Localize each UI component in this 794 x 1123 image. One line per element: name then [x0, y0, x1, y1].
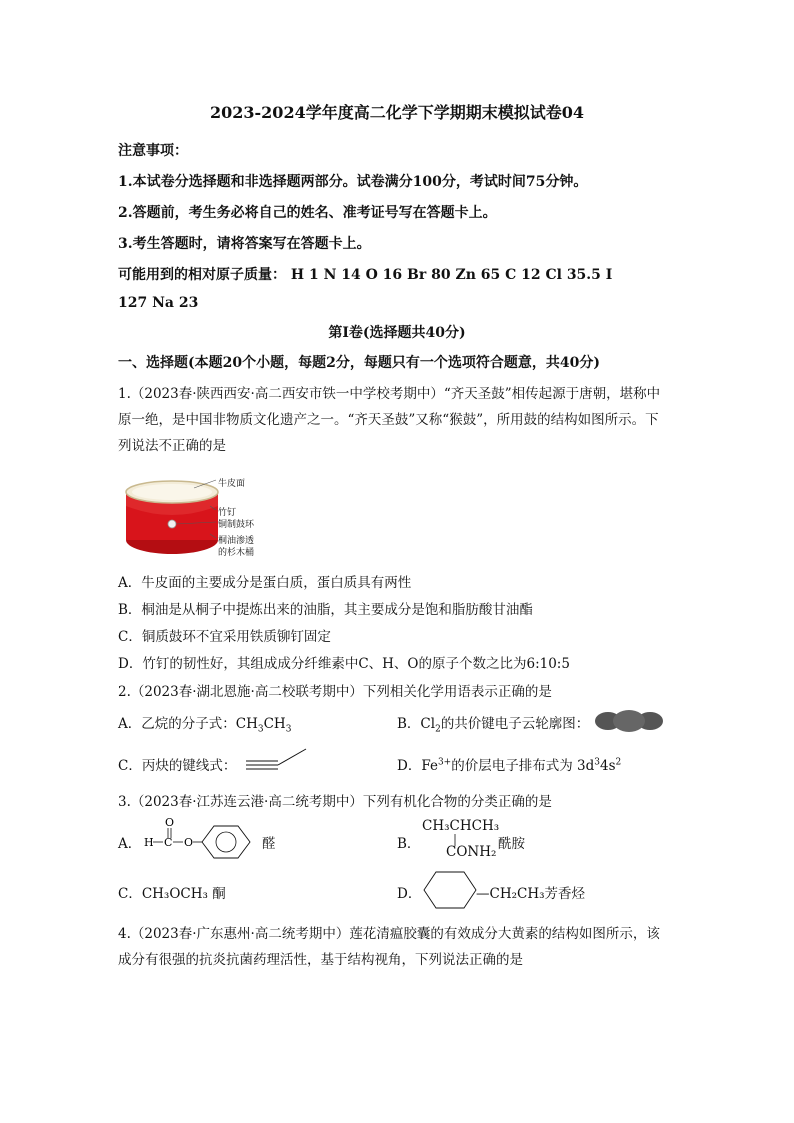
- q3-option-b-top: CH₃CHCH₃: [422, 818, 500, 834]
- q2-option-b: B．$Cl_2$的共价键电子云轮廓图：: [397, 716, 590, 735]
- q2-stem: 2.（2023春·湖北恩施·高二校联考期中）下列相关化学用语表示正确的是: [118, 684, 552, 700]
- drum-label-skin: 牛皮面: [218, 479, 246, 489]
- q1-stem-line-2: 原一绝，是中国非物质文化遗产之一。“齐天圣鼓”又称“猴鼓”，所用鼓的结构如图所示。下: [118, 412, 659, 428]
- atomic-masses-line-2: 127 Na 23: [118, 295, 199, 311]
- q3-option-d-label: D．: [397, 886, 422, 902]
- q1-option-d: D．竹钉的韧性好，其组成成分纤维素中C、H、O的原子个数之比为6:10:5: [118, 656, 570, 672]
- drum-label-nail: 竹钉: [218, 508, 237, 518]
- q3-option-d-substituent: —CH₂CH₃芳香烃: [476, 886, 586, 902]
- drum-label-barrel-1: 桐油渗透: [218, 536, 255, 546]
- q4-stem-line-1: 4.（2023春·广东惠州·高二统考期中）莲花清瘟胶囊的有效成分大黄素的结构如图所示，该: [118, 926, 660, 942]
- notes-heading: 注意事项：: [118, 143, 188, 159]
- q3-option-a-label: A．: [118, 836, 142, 852]
- page-title: 2023-2024学年度高二化学下学期期末模拟试卷04: [210, 103, 584, 122]
- drum-figure: [124, 472, 294, 562]
- q3-option-b-class: 酰胺: [498, 836, 525, 852]
- q3-option-c: C．CH₃OCH₃ 酮: [118, 886, 226, 902]
- drum-label-barrel-2: 的杉木桶: [218, 548, 255, 558]
- note-item-3: 3.考生答题时，请将答案写在答题卡上。: [118, 236, 371, 252]
- cyclohexane-ring: [420, 870, 482, 910]
- q3-option-b-bottom: CONH₂: [446, 844, 497, 860]
- atomic-masses-line-1: 可能用到的相对原子质量： H 1 N 14 O 16 Br 80 Zn 65 C 12 Cl 35.5 I: [118, 267, 613, 283]
- atom-o-ester: O: [184, 836, 194, 849]
- q1-option-c: C．铜质鼓环不宜采用铁质铆钉固定: [118, 629, 331, 645]
- q2-option-a: A．乙烷的分子式：$CH_3CH_3$: [118, 716, 292, 735]
- volume-title: 第Ⅰ卷(选择题共40分): [328, 325, 466, 341]
- electron-cloud-figure: [594, 708, 664, 734]
- note-item-1: 1.本试卷分选择题和非选择题两部分。试卷满分100分，考试时间75分钟。: [118, 174, 588, 190]
- atom-o-carbonyl: O: [165, 816, 175, 829]
- q1-option-b: B．桐油是从桐子中提炼出来的油脂，其主要成分是饱和脂肪酸甘油酯: [118, 602, 533, 618]
- q4-stem-line-2: 成分有很强的抗炎抗菌药理活性，基于结构视角，下列说法正确的是: [118, 952, 523, 968]
- atom-h: H: [144, 836, 154, 849]
- phenyl-formate-structure: [142, 814, 262, 860]
- part-title: 一、选择题(本题20个小题，每题2分，每题只有一个选项符合题意，共40分): [118, 355, 600, 371]
- q1-option-a: A．牛皮面的主要成分是蛋白质，蛋白质具有两性: [118, 575, 412, 591]
- note-item-2: 2.答题前，考生务必将自己的姓名、准考证号写在答题卡上。: [118, 205, 497, 221]
- q1-stem-line-1: 1.（2023春·陕西西安·高二西安市铁一中学校考期中）“齐天圣鼓”相传起源于唐朝，堪称中: [118, 386, 661, 402]
- q3-stem: 3.（2023春·江苏连云港·高二统考期中）下列有机化合物的分类正确的是: [118, 794, 552, 810]
- q3-option-b-label: B．: [397, 836, 421, 852]
- q3-option-a-class: 醛: [262, 836, 276, 852]
- propyne-bond-line-figure: [244, 746, 310, 770]
- drum-label-ring: 铜制鼓环: [218, 520, 255, 530]
- q1-stem-line-3: 列说法不正确的是: [118, 438, 226, 454]
- q2-option-d: D．$Fe^{3+}$的价层电子排布式为 $3d^34s^2$: [397, 757, 622, 774]
- atom-c: C: [164, 836, 173, 849]
- q2-option-c: C．丙炔的键线式：: [118, 758, 237, 774]
